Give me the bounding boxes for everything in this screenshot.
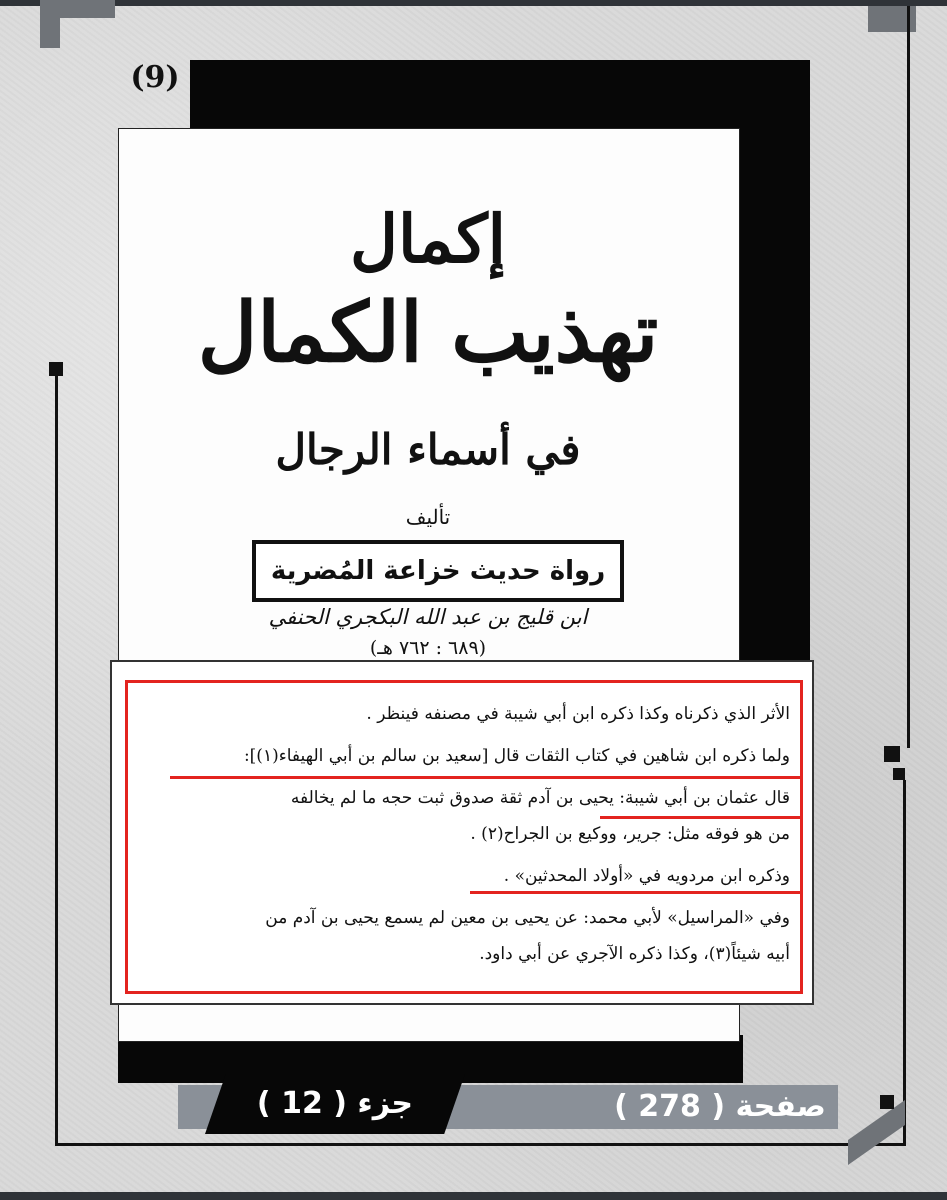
book-title-line-2: تهذيب الكمال bbox=[197, 285, 659, 381]
page-label: صفحة ( 278 ) bbox=[614, 1089, 826, 1124]
excerpt-line: الأثر الذي ذكرناه وكذا ذكره ابن أبي شيبة في مصنفه فينظر . bbox=[366, 704, 790, 724]
author-dates: (٦٨٩ : ٧٦٢ هـ) bbox=[369, 637, 487, 659]
excerpt-line: ولما ذكره ابن شاهين في كتاب الثقات قال [سعيد بن سالم بن أبي الهيفاء(١)]: bbox=[243, 746, 790, 766]
excerpt-line: من هو فوقه مثل: جرير، ووكيع بن الجراح(٢) . bbox=[470, 824, 790, 844]
volume-label: جزء ( 12 ) bbox=[256, 1086, 414, 1121]
topic-label: رواة حديث خزاعة المُضرية bbox=[252, 540, 624, 602]
red-underline bbox=[600, 816, 800, 819]
red-underline bbox=[170, 776, 800, 779]
excerpt-line: وذكره ابن مردويه في «أولاد المحدثين» . bbox=[503, 866, 790, 886]
excerpt-line: أبيه شيئاً(٣)، وكذا ذكره الآجري عن أبي داود. bbox=[479, 944, 790, 964]
page-number-badge: (9) bbox=[130, 60, 180, 95]
excerpt-line: وفي «المراسيل» لأبي محمد: عن يحيى بن معين لم يسمع يحيى بن آدم من bbox=[265, 908, 790, 928]
lower-card-edge bbox=[118, 1000, 740, 1042]
book-title-line-1: إكمال bbox=[350, 200, 506, 278]
book-author: ابن قليج بن عبد الله البكجري الحنفي bbox=[268, 605, 588, 629]
book-subtitle: في أسماء الرجال bbox=[275, 425, 581, 474]
excerpt-line: قال عثمان بن أبي شيبة: يحيى بن آدم ثقة صدوق ثبت حجه ما لم يخالفه bbox=[290, 788, 790, 808]
excerpt-text bbox=[140, 696, 790, 972]
authored-by-label: تأليف bbox=[405, 505, 451, 529]
red-underline bbox=[470, 891, 800, 894]
